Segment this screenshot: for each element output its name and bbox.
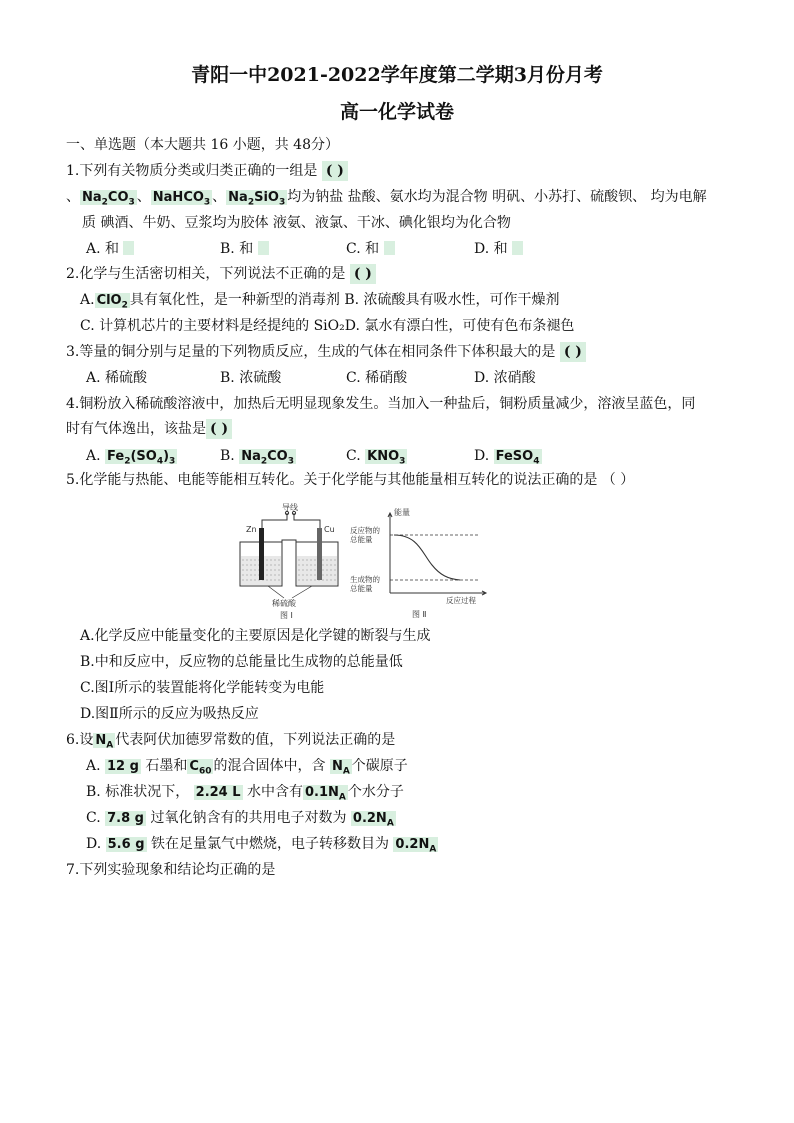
exam-title: 青阳一中2021-2022学年度第二学期3月份月考 — [191, 64, 603, 86]
reactant-energy-label-1: 反应物的 — [350, 526, 380, 535]
reactant-energy-label-2: 总能量 — [350, 535, 373, 544]
question-4-option-a: A. $Fe_2(SO_4)_3$ — [86, 448, 176, 467]
figure-1-caption: 图 Ⅰ — [280, 611, 293, 620]
answer-bracket: ( ) — [206, 419, 232, 439]
question-2-stem: 2.化学与生活密切相关，下列说法不正确的是 ( ) — [66, 264, 376, 284]
question-1-stem: 1.下列有关物质分类或归类正确的一组是 ( ) — [66, 161, 348, 181]
question-4-option-d: D. FeSO$_4$ — [474, 448, 540, 467]
question-1-option-d: D. 和 — [474, 239, 523, 259]
cu-label: Cu — [324, 525, 335, 534]
zn-label: Zn — [246, 525, 257, 534]
wire-label: 导线 — [282, 503, 298, 512]
formula-clo2: ClO$_2$ — [96, 293, 128, 311]
question-4-line1: 4.铜粉放入稀硫酸溶液中，加热后无明显现象发生。当加入一种盐后，铜粉质量减少，溶液呈蓝色，同 — [66, 396, 696, 412]
question-2-options-cd: C. 计算机芯片的主要材料是经提纯的 SiO₂D. 氯水有漂白性，可使有色布条褪色 — [80, 318, 575, 334]
question-5-option-d: D.图Ⅱ所示的反应为吸热反应 — [80, 706, 259, 722]
question-1-line2: 质 碘酒、牛奶、豆浆均为胶体 液氨、液氯、干冰、碘化银均为化合物 — [82, 215, 511, 231]
figure-galvanic-cell — [232, 498, 348, 620]
answer-bracket: ( ) — [560, 342, 586, 362]
question-3-option-d: D. 浓硝酸 — [474, 370, 536, 386]
figure-2-caption: 图 Ⅱ — [412, 610, 427, 619]
question-3-option-b: B. 浓硫酸 — [220, 370, 282, 386]
formula-nahco3: NaHCO$_3$ — [152, 190, 211, 208]
symbol-na: $N_A$ — [95, 733, 114, 751]
exam-subtitle: 高一化学试卷 — [339, 101, 454, 123]
question-6-stem: 6.设 $N_A$ 代表阿伏加德罗常数的值，下列说法正确的是 — [66, 732, 396, 751]
question-6-option-d: D. 5.6 g 铁在足量氯气中燃烧，电子转移数目为 $0.2N_A$ — [86, 836, 437, 855]
question-4-option-b: B. $Na_2CO_3$ — [220, 448, 294, 467]
question-4-option-c: C. $KNO_3$ — [346, 448, 406, 467]
formula-kno3: $KNO_3$ — [367, 449, 406, 467]
formula-feso4: FeSO$_4$ — [495, 449, 540, 467]
formula-fe2so43: $Fe_2(SO_4)_3$ — [107, 449, 176, 467]
question-2-options-ab: A. ClO$_2$ 具有氧化性，是一种新型的消毒剂 B. 浓硫酸具有吸水性，可作干燥剂 — [80, 292, 560, 311]
question-3-option-a: A. 稀硫酸 — [86, 370, 148, 386]
question-5-option-c: C.图Ⅰ所示的装置能将化学能转变为电能 — [80, 680, 325, 696]
formula-na2co3: $Na_2CO_3$ — [82, 190, 135, 208]
product-energy-label-2: 总能量 — [350, 584, 373, 593]
question-5-option-a: A.化学反应中能量变化的主要原因是化学键的断裂与生成 — [80, 628, 431, 644]
formula-na2co3: $Na_2CO_3$ — [241, 449, 294, 467]
question-5-option-b: B.中和反应中，反应物的总能量比生成物的总能量低 — [80, 654, 403, 670]
question-1-option-c: C. 和 — [346, 239, 395, 259]
figure-energy-diagram — [348, 505, 488, 620]
acid-label: 稀硫酸 — [272, 599, 296, 608]
question-3-stem: 3.等量的铜分别与足量的下列物质反应，生成的气体在相同条件下体积最大的是 ( ) — [66, 342, 586, 362]
question-5-stem: 5.化学能与热能、电能等能相互转化。关于化学能与其他能量相互转化的说法正确的是 （ ） — [66, 472, 635, 488]
question-1-line1: 、 $Na_2CO_3$ 、 NaHCO$_3$ 、 $Na_2SiO_3$ 均为钠盐 盐酸、氨水均为混合物 明矾、小苏打、硫酸钡、 均为电解 — [66, 189, 707, 208]
product-energy-label-1: 生成物的 — [350, 575, 380, 584]
question-6-option-b: B. 标准状况下， 2.24 L 水中含有 $0.1N_A$ 个水分子 — [86, 784, 404, 803]
energy-axis-label: 能量 — [394, 508, 410, 517]
question-6-option-c: C. 7.8 g 过氧化钠含有的共用电子对数为 $0.2N_A$ — [86, 810, 394, 829]
formula-c60: $C_{60}$ — [189, 759, 212, 777]
section-heading: 一、单选题（本大题共 16 小题，共 48分） — [66, 137, 339, 153]
question-1-option-a: A. 和 — [86, 239, 134, 259]
question-7-stem: 7.下列实验现象和结论均正确的是 — [66, 862, 276, 878]
answer-bracket: ( ) — [322, 161, 348, 181]
reaction-progress-label: 反应过程 — [446, 596, 476, 605]
answer-bracket: ( ) — [350, 264, 376, 284]
question-6-option-a: A. 12 g 石墨和 $C_{60}$ 的混合固体中，含 $N_A$ 个碳原子 — [86, 758, 408, 777]
question-4-line2: 时有气体逸出，该盐是 ( ) — [66, 419, 232, 439]
question-1-option-b: B. 和 — [220, 239, 269, 259]
formula-na2sio3: $Na_2SiO_3$ — [228, 190, 286, 208]
question-3-option-c: C. 稀硝酸 — [346, 370, 408, 386]
